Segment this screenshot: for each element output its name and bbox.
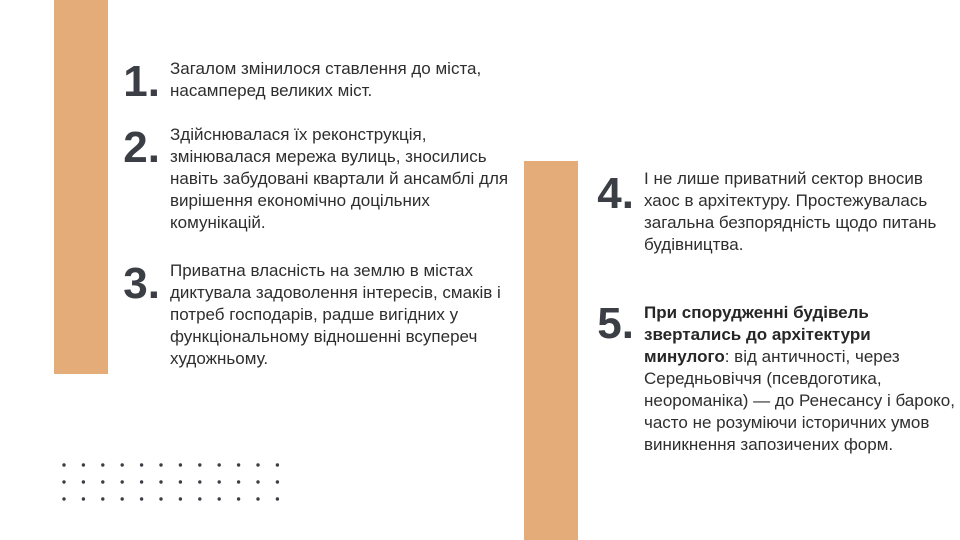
dot [159, 497, 162, 500]
dot [237, 463, 240, 466]
dot [198, 480, 201, 483]
dot [256, 463, 259, 466]
decorative-bar-left [54, 0, 108, 374]
dot [140, 463, 143, 466]
item-number: 4. [597, 169, 634, 218]
item-text: : від античності, через Середньовіччя (псевдоготика, неороманіка) — до Ренесансу і бароко, часто не розуміючи історичних умов виникнення запозичених форм. [644, 347, 955, 454]
item-text: Загалом змінилося ставлення до міста, насамперед великих міст. [170, 59, 482, 100]
item-text-bold: При спорудженні будівель звертались до архітектури минулого [644, 303, 871, 366]
dot [256, 480, 259, 483]
list-item-1 [116, 58, 516, 104]
dot [62, 463, 65, 466]
dot [159, 463, 162, 466]
item-text: Приватна власність на землю в містах диктувала задоволення інтересів, смаків і потреб господарів, радше вигідних у функціональному відношенні всупереч художньому. [170, 261, 501, 368]
dot [276, 480, 279, 483]
list-item-4 [590, 168, 960, 256]
dot [179, 463, 182, 466]
dot [237, 497, 240, 500]
dot [62, 480, 65, 483]
list-item-3 [116, 260, 516, 370]
item-text: І не лише приватний сектор вносив хаос в архітектуру. Простежувалась загальна безпорядність щодо питань будівництва. [644, 169, 937, 254]
dot [101, 497, 104, 500]
dot [121, 497, 124, 500]
list-item-2 [116, 124, 516, 234]
dot [159, 480, 162, 483]
dot [82, 463, 85, 466]
dot [140, 497, 143, 500]
dot [121, 480, 124, 483]
dot [101, 480, 104, 483]
dot [140, 480, 143, 483]
dot [82, 497, 85, 500]
item-number: 3. [123, 259, 160, 308]
dot [101, 463, 104, 466]
dot [179, 480, 182, 483]
item-text: Здійснювалася їх реконструкція, змінювалася мережа вулиць, зносились навіть забудовані квартали й ансамблі для вирішення економічно доцільних комунікацій. [170, 125, 509, 232]
dot [62, 497, 65, 500]
dot [198, 463, 201, 466]
item-number: 2. [123, 123, 160, 172]
dot [121, 463, 124, 466]
dot [276, 463, 279, 466]
dot [237, 480, 240, 483]
dot [276, 497, 279, 500]
item-text-container [644, 302, 960, 456]
dot [198, 497, 201, 500]
dot [256, 497, 259, 500]
item-number: 5. [597, 299, 634, 348]
dot-grid-decoration [60, 460, 284, 506]
list-item-5 [590, 299, 960, 456]
dot [82, 480, 85, 483]
dot [218, 463, 221, 466]
decorative-bar-right [524, 161, 578, 540]
dot [179, 497, 182, 500]
dot [218, 480, 221, 483]
item-number: 1. [123, 57, 160, 106]
dot [218, 497, 221, 500]
